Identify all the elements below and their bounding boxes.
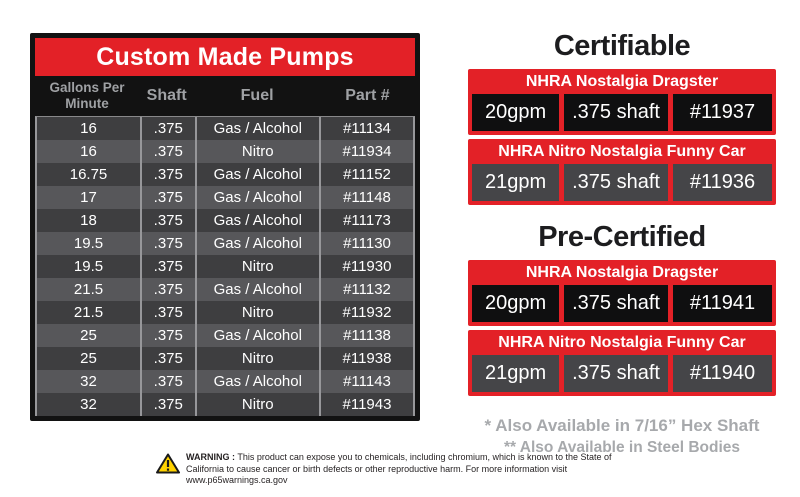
cell-gpm: 19.5 — [73, 258, 104, 275]
cell-gpm: 21.5 — [73, 304, 104, 321]
cell-part: #11938 — [319, 347, 413, 370]
warning-label: WARNING : — [186, 451, 235, 462]
cell-part: #11138 — [319, 324, 413, 347]
pre-certified-dragster-card — [468, 260, 776, 326]
table-row — [37, 163, 413, 186]
spec-gpm: 20gpm — [472, 285, 559, 322]
cell-shaft: .375 — [140, 347, 195, 370]
certification-column — [468, 30, 776, 457]
table-row — [37, 140, 413, 163]
cell-gpm: 16.75 — [69, 166, 108, 183]
table-row — [37, 232, 413, 255]
table-row — [37, 209, 413, 232]
cell-part: #11152 — [319, 163, 413, 186]
spec-part: #11940 — [673, 355, 772, 392]
column-header-fuel: Fuel — [240, 87, 274, 104]
table-row — [37, 255, 413, 278]
warning-body: This product can expose you to chemicals, including chromium, which is known to the State of California to cause cancer or birth defects or other reproductive harm. For more information visit www.p65warnings.ca.gov — [186, 451, 612, 486]
pre-certified-title: Pre-Certified — [538, 221, 706, 253]
table-row — [37, 324, 413, 347]
column-header-gpm: Gallons Per Minute — [49, 80, 125, 111]
cell-gpm: 32 — [80, 373, 97, 390]
spec-shaft: .375 shaft — [564, 94, 668, 131]
spec-shaft: .375 shaft — [564, 164, 668, 201]
table-row — [37, 186, 413, 209]
custom-pumps-table — [30, 33, 420, 421]
table-title: Custom Made Pumps — [35, 38, 415, 76]
cell-part: #11134 — [319, 117, 413, 140]
column-header-part: Part # — [345, 87, 390, 104]
cell-gpm: 25 — [80, 350, 97, 367]
cell-shaft: .375 — [140, 393, 195, 416]
cell-fuel: Nitro — [195, 347, 319, 370]
cell-fuel: Nitro — [195, 393, 319, 416]
card-spec-row — [472, 94, 772, 131]
cell-shaft: .375 — [140, 140, 195, 163]
spec-part: #11936 — [673, 164, 772, 201]
cell-gpm: 16 — [80, 120, 97, 137]
certifiable-section — [468, 30, 776, 205]
card-header: NHRA Nostalgia Dragster — [525, 264, 719, 281]
table-row — [37, 278, 413, 301]
cell-part: #11932 — [319, 301, 413, 324]
footnote-steel-bodies: ** Also Available in Steel Bodies — [503, 439, 741, 456]
cell-gpm: 32 — [80, 396, 97, 413]
cell-fuel: Nitro — [195, 255, 319, 278]
cell-fuel: Nitro — [195, 140, 319, 163]
cell-fuel: Gas / Alcohol — [195, 186, 319, 209]
card-header: NHRA Nostalgia Dragster — [525, 73, 719, 90]
table-row — [37, 301, 413, 324]
table-body — [35, 116, 415, 416]
cell-gpm: 19.5 — [73, 235, 104, 252]
cell-fuel: Gas / Alcohol — [195, 117, 319, 140]
cell-shaft: .375 — [140, 255, 195, 278]
certifiable-dragster-card — [468, 69, 776, 135]
cell-shaft: .375 — [140, 163, 195, 186]
spec-gpm: 20gpm — [472, 94, 559, 131]
cell-fuel: Gas / Alcohol — [195, 278, 319, 301]
table-row — [37, 370, 413, 393]
cell-fuel: Gas / Alcohol — [195, 163, 319, 186]
certifiable-title: Certifiable — [553, 30, 691, 62]
warning-triangle-icon — [156, 453, 180, 474]
cell-part: #11148 — [319, 186, 413, 209]
cell-part: #11173 — [319, 209, 413, 232]
card-spec-row — [472, 285, 772, 322]
cell-shaft: .375 — [140, 186, 195, 209]
cell-part: #11143 — [319, 370, 413, 393]
cell-part: #11943 — [319, 393, 413, 416]
spec-part: #11941 — [673, 285, 772, 322]
cell-gpm: 25 — [80, 327, 97, 344]
cell-gpm: 21.5 — [73, 281, 104, 298]
spec-shaft: .375 shaft — [564, 355, 668, 392]
cell-shaft: .375 — [140, 324, 195, 347]
card-spec-row — [472, 164, 772, 201]
cell-shaft: .375 — [140, 370, 195, 393]
footnote-hex-shaft: * Also Available in 7/16” Hex Shaft — [484, 416, 760, 435]
spec-part: #11937 — [673, 94, 772, 131]
cell-gpm: 18 — [80, 212, 97, 229]
cell-fuel: Gas / Alcohol — [195, 209, 319, 232]
cell-fuel: Gas / Alcohol — [195, 232, 319, 255]
cell-shaft: .375 — [140, 232, 195, 255]
footnotes — [468, 416, 776, 457]
pre-certified-funnycar-card — [468, 330, 776, 396]
cell-part: #11934 — [319, 140, 413, 163]
column-header-shaft: Shaft — [146, 87, 187, 104]
card-header: NHRA Nitro Nostalgia Funny Car — [498, 143, 746, 160]
cell-part: #11130 — [319, 232, 413, 255]
spec-gpm: 21gpm — [472, 164, 559, 201]
certifiable-funnycar-card — [468, 139, 776, 205]
pre-certified-section — [468, 221, 776, 396]
cell-gpm: 17 — [80, 189, 97, 206]
cell-shaft: .375 — [140, 278, 195, 301]
table-row — [37, 347, 413, 370]
table-row — [37, 393, 413, 416]
cell-shaft: .375 — [140, 209, 195, 232]
card-header: NHRA Nitro Nostalgia Funny Car — [498, 334, 746, 351]
cell-part: #11930 — [319, 255, 413, 278]
warning-text — [186, 452, 644, 487]
cell-fuel: Gas / Alcohol — [195, 324, 319, 347]
prop65-warning — [0, 452, 800, 487]
cell-fuel: Gas / Alcohol — [195, 370, 319, 393]
table-header-row — [35, 76, 415, 116]
cell-gpm: 16 — [80, 143, 97, 160]
cell-shaft: .375 — [140, 117, 195, 140]
spec-gpm: 21gpm — [472, 355, 559, 392]
table-row — [37, 117, 413, 140]
card-spec-row — [472, 355, 772, 392]
cell-shaft: .375 — [140, 301, 195, 324]
cell-part: #11132 — [319, 278, 413, 301]
spec-shaft: .375 shaft — [564, 285, 668, 322]
cell-fuel: Nitro — [195, 301, 319, 324]
